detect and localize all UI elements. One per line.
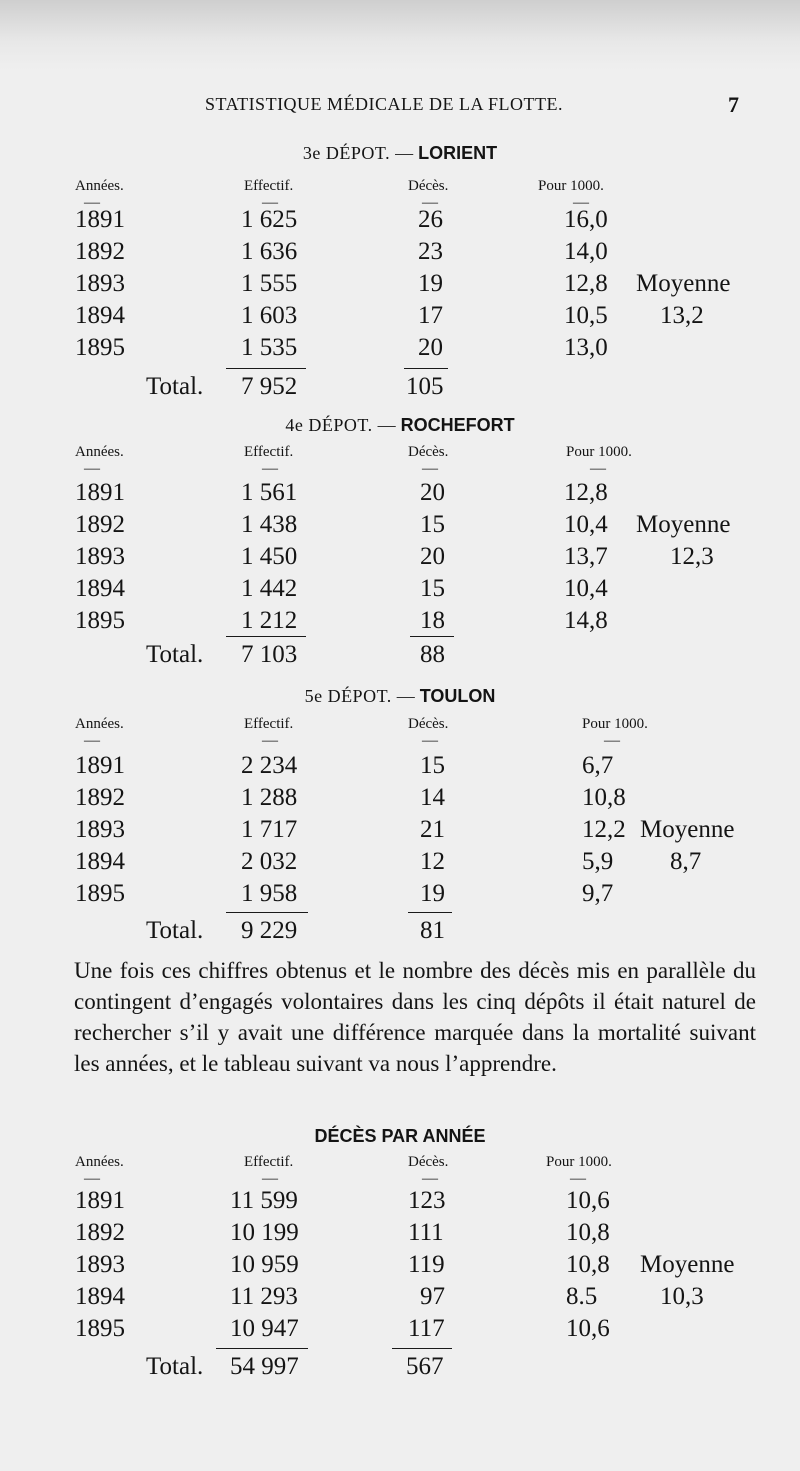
table-row [0, 332, 800, 364]
table-row [0, 300, 800, 332]
col-header-annees: Années. [75, 444, 124, 460]
col-header-effectif: Effectif. [244, 716, 294, 732]
cell-annee: 1892 [75, 1219, 125, 1246]
col-header-pour-1000: Pour 1000. [538, 178, 604, 194]
cell-deces: 20 [418, 334, 443, 361]
cell-effectif: 1 555 [241, 270, 298, 297]
cell-deces: 23 [418, 238, 443, 265]
col-header-annees: Années. [75, 716, 124, 732]
cell-pour-1000: 13,7 [564, 543, 608, 570]
depot-label: 4e DÉPOT. — [285, 415, 397, 435]
cell-deces: 97 [420, 1283, 445, 1310]
table-row [0, 236, 800, 268]
total-row [0, 370, 800, 404]
col-dash: — [422, 460, 438, 477]
total-rule [408, 912, 452, 913]
cell-pour-1000: 10,4 [564, 575, 608, 602]
page-edge-shading [0, 0, 800, 70]
cell-annee: 1891 [75, 206, 125, 233]
cell-deces: 12 [420, 848, 445, 875]
cell-pour-1000: 12,8 [564, 270, 608, 297]
col-header-deces: Décès. [408, 444, 449, 460]
col-header-deces: Décès. [408, 1154, 449, 1170]
running-title: STATISTIQUE MÉDICALE DE LA FLOTTE. [205, 94, 564, 114]
cell-annee: 1892 [75, 511, 125, 538]
cell-deces: 119 [408, 1251, 445, 1278]
col-dash: — [590, 460, 606, 477]
table-row [0, 204, 800, 236]
moyenne-label: Moyenne [640, 816, 735, 843]
cell-effectif: 2 234 [241, 752, 298, 779]
col-dash: — [262, 460, 278, 477]
cell-annee: 1895 [75, 607, 125, 634]
table-row [0, 1249, 800, 1281]
cell-effectif: 1 450 [241, 543, 298, 570]
cell-deces: 123 [408, 1187, 446, 1214]
cell-effectif: 11 599 [230, 1187, 298, 1214]
paragraph-text: Une fois ces chiffres obtenus et le nombre des décès mis en parallèle du contingent d’engagés volontaires dans les cinq dépôts il était naturel de rechercher s’il y avait une différence marquée dans la mortalité suivant les années, et le tableau suivant va nous l’apprendre. [74, 958, 756, 1076]
col-dash: — [84, 732, 100, 749]
cell-deces: 14 [420, 784, 445, 811]
total-label: Total. [146, 1353, 204, 1380]
page-number: 7 [728, 92, 739, 117]
moyenne-value: 10,3 [660, 1283, 704, 1310]
col-header-deces: Décès. [408, 716, 449, 732]
city-label: TOULON [419, 686, 496, 706]
table-row [0, 846, 800, 878]
cell-annee: 1895 [75, 334, 125, 361]
cell-effectif: 1 438 [241, 511, 298, 538]
col-dash: — [84, 460, 100, 477]
cell-pour-1000: 12,2 [582, 816, 626, 843]
total-rule [392, 1348, 452, 1349]
cell-effectif: 11 293 [230, 1283, 298, 1310]
cell-annee: 1894 [75, 848, 125, 875]
cell-annee: 1892 [75, 784, 125, 811]
cell-annee: 1893 [75, 1251, 125, 1278]
cell-effectif: 2 032 [241, 848, 298, 875]
total-rule [216, 1348, 308, 1349]
col-dash: — [422, 1170, 438, 1187]
total-rule [226, 912, 308, 913]
col-dash: — [262, 732, 278, 749]
cell-deces: 21 [420, 816, 445, 843]
moyenne-value: 13,2 [660, 302, 704, 329]
col-header-effectif: Effectif. [244, 178, 294, 194]
col-header-pour-1000: Pour 1000. [566, 444, 632, 460]
cell-deces: 15 [420, 575, 445, 602]
total-rule [226, 636, 306, 637]
col-dash: — [422, 732, 438, 749]
col-header-annees: Années. [75, 178, 124, 194]
cell-pour-1000: 10,8 [566, 1219, 610, 1246]
depot-label: 3e DÉPOT. — [302, 143, 414, 163]
col-dash: — [604, 732, 620, 749]
cell-annee: 1893 [75, 543, 125, 570]
cell-effectif: 10 959 [230, 1251, 299, 1278]
total-rule [226, 368, 306, 369]
cell-deces: 117 [408, 1315, 445, 1342]
cell-pour-1000: 10,6 [566, 1315, 610, 1342]
total-row [0, 914, 800, 948]
cell-annee: 1894 [75, 575, 125, 602]
cell-pour-1000: 13,0 [564, 334, 608, 361]
cell-effectif: 1 717 [241, 816, 298, 843]
total-deces: 81 [420, 917, 445, 944]
cell-effectif: 1 561 [241, 479, 298, 506]
cell-pour-1000: 12,8 [564, 479, 608, 506]
cell-effectif: 1 212 [241, 607, 298, 634]
cell-effectif: 1 625 [241, 206, 298, 233]
total-label: Total. [146, 641, 204, 668]
cell-pour-1000: 10,8 [582, 784, 626, 811]
cell-deces: 18 [420, 607, 445, 634]
col-header-pour-1000: Pour 1000. [546, 1154, 612, 1170]
cell-deces: 15 [420, 752, 445, 779]
total-effectif: 7 952 [241, 373, 298, 400]
cell-annee: 1893 [75, 270, 125, 297]
table-title-toulon [0, 683, 800, 709]
table-title-deces-par-annee: DÉCÈS PAR ANNÉE [314, 1126, 486, 1146]
cell-annee: 1894 [75, 1283, 125, 1310]
table-row [0, 573, 800, 605]
table-row [0, 1185, 800, 1217]
col-dash: — [422, 194, 438, 211]
table-row [0, 605, 800, 637]
total-row [0, 638, 800, 672]
cell-pour-1000: 8.5 [566, 1283, 598, 1310]
table-row [0, 268, 800, 300]
col-header-effectif: Effectif. [244, 444, 294, 460]
total-deces: 105 [406, 373, 444, 400]
cell-effectif: 1 603 [241, 302, 298, 329]
moyenne-value: 12,3 [670, 543, 714, 570]
cell-deces: 111 [408, 1219, 444, 1246]
cell-effectif: 1 636 [241, 238, 298, 265]
moyenne-label: Moyenne [636, 511, 731, 538]
cell-annee: 1894 [75, 302, 125, 329]
table-row [0, 878, 800, 910]
col-dash: — [262, 1170, 278, 1187]
cell-effectif: 1 535 [241, 334, 298, 361]
cell-effectif: 10 199 [230, 1219, 299, 1246]
cell-pour-1000: 6,7 [582, 752, 614, 779]
cell-deces: 15 [420, 511, 445, 538]
total-rule [410, 636, 454, 637]
col-dash: — [84, 194, 100, 211]
cell-deces: 19 [420, 880, 445, 907]
total-effectif: 9 229 [241, 917, 298, 944]
cell-pour-1000: 16,0 [564, 206, 608, 233]
col-header-pour-1000: Pour 1000. [582, 716, 648, 732]
table-row [0, 1313, 800, 1345]
table-row [0, 1217, 800, 1249]
cell-annee: 1895 [75, 880, 125, 907]
table-row [0, 782, 800, 814]
table-row [0, 814, 800, 846]
total-row [0, 1350, 800, 1384]
cell-effectif: 1 442 [241, 575, 298, 602]
cell-deces: 26 [418, 206, 443, 233]
cell-deces: 17 [418, 302, 443, 329]
col-header-annees: Années. [75, 1154, 124, 1170]
col-header-effectif: Effectif. [244, 1154, 294, 1170]
body-paragraph [74, 955, 756, 1079]
depot-label: 5e DÉPOT. — [304, 686, 416, 706]
city-label: ROCHEFORT [400, 415, 515, 435]
cell-deces: 20 [420, 479, 445, 506]
table-row [0, 541, 800, 573]
total-label: Total. [146, 917, 204, 944]
table-title-rochefort [0, 412, 800, 438]
total-rule [404, 368, 448, 369]
cell-effectif: 1 958 [241, 880, 298, 907]
table-row [0, 509, 800, 541]
cell-pour-1000: 10,6 [566, 1187, 610, 1214]
total-deces: 88 [420, 641, 445, 668]
col-dash: — [84, 1170, 100, 1187]
cell-pour-1000: 10,4 [564, 511, 608, 538]
cell-annee: 1891 [75, 479, 125, 506]
cell-pour-1000: 5,9 [582, 848, 614, 875]
moyenne-label: Moyenne [636, 270, 731, 297]
cell-pour-1000: 9,7 [582, 880, 614, 907]
cell-annee: 1895 [75, 1315, 125, 1342]
col-dash: — [262, 194, 278, 211]
cell-annee: 1891 [75, 752, 125, 779]
cell-annee: 1891 [75, 1187, 125, 1214]
cell-deces: 19 [418, 270, 443, 297]
cell-pour-1000: 14,8 [564, 607, 608, 634]
cell-pour-1000: 10,5 [564, 302, 608, 329]
city-label: LORIENT [418, 143, 498, 163]
total-label: Total. [146, 373, 204, 400]
cell-effectif: 10 947 [230, 1315, 299, 1342]
cell-pour-1000: 14,0 [564, 238, 608, 265]
table-title-lorient [0, 140, 800, 166]
total-deces: 567 [406, 1353, 444, 1380]
cell-effectif: 1 288 [241, 784, 298, 811]
moyenne-value: 8,7 [670, 848, 702, 875]
total-effectif: 7 103 [241, 641, 298, 668]
table-row [0, 477, 800, 509]
cell-pour-1000: 10,8 [566, 1251, 610, 1278]
total-effectif: 54 997 [230, 1353, 299, 1380]
table-row [0, 1281, 800, 1313]
col-dash: — [570, 1170, 586, 1187]
running-header [0, 92, 800, 120]
col-header-deces: Décès. [408, 178, 449, 194]
cell-annee: 1893 [75, 816, 125, 843]
cell-annee: 1892 [75, 238, 125, 265]
table-row [0, 750, 800, 782]
cell-deces: 20 [420, 543, 445, 570]
col-dash: — [573, 194, 589, 211]
moyenne-label: Moyenne [640, 1251, 735, 1278]
